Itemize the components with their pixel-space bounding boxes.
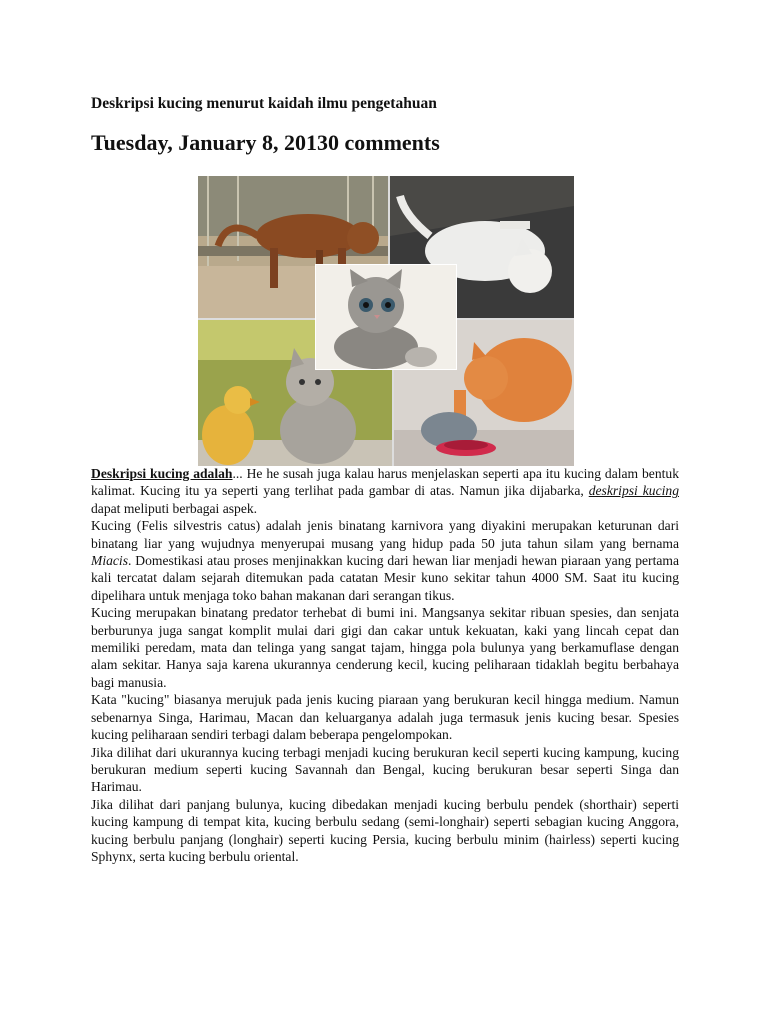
paragraph-2	[91, 517, 679, 604]
paragraph-3: Kucing merupakan binatang predator terhebat di bumi ini. Mangsanya sekitar ribuan spesies, dan senjata berburunya juga sangat komplit mulai dari gigi dan cakar untuk kekuatan, kaki yang lincah cepat dan memiliki peredam, mata dan telinga yang sangat tajam, hingga pola bulunya yang berkamuflase dengan alam sekitar. Hanya saja karena ukurannya cenderung kecil, kucing peliharaan tidaklah begitu berbahaya bagi manusia.	[91, 605, 679, 690]
paragraph-2-text-a: Kucing (Felis silvestris catus) adalah jenis binatang karnivora yang diyakini merupakan keturunan dari binatang liar yang wujudnya menyerupai musang yang hidup pada 50 juta tahun silam yang bernama	[91, 518, 679, 551]
paragraph-2-text-b: . Domestikasi atau proses menjinakkan kucing dari hewan liar menjadi hewan piaraan yang pertama kali tercatat dalam sejarah ditemukan pada catatan Mesir kuno sekitar tahun 4000 SM. Saat itu kucing dipelihara untuk menjaga toko bahan makanan dari serangan tikus.	[91, 553, 679, 603]
paragraph-4: Kata "kucing" biasanya merujuk pada jenis kucing piaraan yang berukuran kecil hingga medium. Namun sebenarnya Singa, Harimau, Macan dan keluarganya adalah juga termasuk jenis kucing besar. Spesies kucing peliharaan sendiri terbagi dalam beberapa pengelompokan.	[91, 692, 679, 743]
paragraph-1-text-b: dapat meliputi berbagai aspek.	[91, 500, 258, 516]
paragraph-1-text-a: ... He he susah juga kalau harus menjelaskan seperti apa itu kucing dalam bentuk kalimat. Kucing itu ya seperti yang terlihat pada gambar di atas. Namun jika dijabarka,	[91, 466, 680, 499]
paragraph-1	[91, 465, 679, 517]
paragraph-6: Jika dilihat dari panjang bulunya, kucing dibedakan menjadi kucing berbulu pendek (shorthair) seperti kucing kampung di tempat kita, kucing berbulu sedang (semi-longhair) seperti sebagian kucing Anggora, kucing berbulu panjang (longhair) seperti kucing Persia, kucing berbulu minim (hairless) seperti kucing Sphynx, serta kucing berbulu oriental.	[91, 796, 679, 864]
post-title: Tuesday, January 8, 20130 comments	[91, 130, 440, 155]
lead-phrase: Deskripsi kucing adalah	[91, 466, 233, 481]
miacis-term: Miacis	[91, 553, 128, 569]
article-body	[91, 465, 679, 865]
cat-photo-collage	[198, 176, 574, 466]
paragraph-5: Jika dilihat dari ukurannya kucing terbagi menjadi kucing berukuran kecil seperti kucing kampung, kucing berukuran medium seperti kucing Savannah dan Bengal, kucing berukuran besar seperti Singa dan Harimau.	[91, 744, 679, 795]
blog-subtitle: Deskripsi kucing menurut kaidah ilmu pengetahuan	[91, 95, 437, 112]
deskripsi-kucing-link[interactable]: deskripsi kucing	[588, 483, 679, 499]
grey-kitten-photo	[315, 264, 457, 370]
